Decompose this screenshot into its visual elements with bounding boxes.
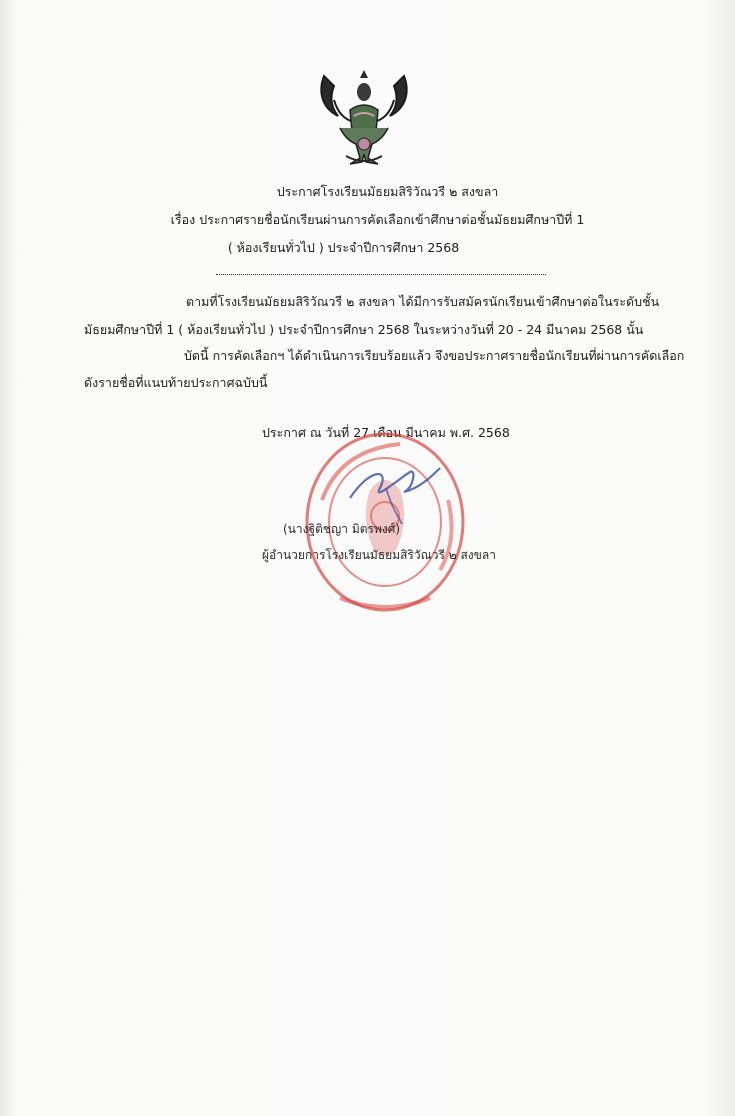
signer-position: ผู้อำนวยการโรงเรียนมัธยมสิริวัณวรี ๒ สงขลา xyxy=(262,548,496,562)
announcement-subject: เรื่อง ประกาศรายชื่อนักเรียนผ่านการคัดเลือกเข้าศึกษาต่อชั้นมัธยมศึกษาปีที่ 1 xyxy=(170,212,585,227)
issue-date: ประกาศ ณ วันที่ 27 เดือน มีนาคม พ.ศ. 2568 xyxy=(262,425,510,440)
signer-name: (นางฐิติชญา มิตรพงศ์) xyxy=(283,522,401,536)
handwritten-signature xyxy=(340,458,450,528)
garuda-emblem-icon xyxy=(316,70,412,168)
body-paragraph-2-line-1: บัดนี้ การคัดเลือกฯ ได้ดำเนินการเรียบร้อยแล้ว จึงขอประกาศรายชื่อนักเรียนที่ผ่านการคัดเลือก xyxy=(184,348,685,363)
dotted-divider xyxy=(216,268,546,275)
body-paragraph-2-line-2: ดังรายชื่อที่แนบท้ายประกาศฉบับนี้ xyxy=(84,375,268,390)
body-paragraph-1-line-1: ตามที่โรงเรียนมัธยมสิริวัณวรี ๒ สงขลา ได้มีการรับสมัครนักเรียนเข้าศึกษาต่อในระดับชั้น xyxy=(186,294,660,309)
announcement-title: ประกาศโรงเรียนมัธยมสิริวัณวรี ๒ สงขลา xyxy=(276,184,499,199)
body-paragraph-1-line-2: มัธยมศึกษาปีที่ 1 ( ห้องเรียนทั่วไป ) ประจำปีการศึกษา 2568 ในระหว่างวันที่ 20 - 24 มีนาคม 2568 นั้น xyxy=(84,322,644,337)
announcement-subject-line2: ( ห้องเรียนทั่วไป ) ประจำปีการศึกษา 2568 xyxy=(227,240,460,255)
